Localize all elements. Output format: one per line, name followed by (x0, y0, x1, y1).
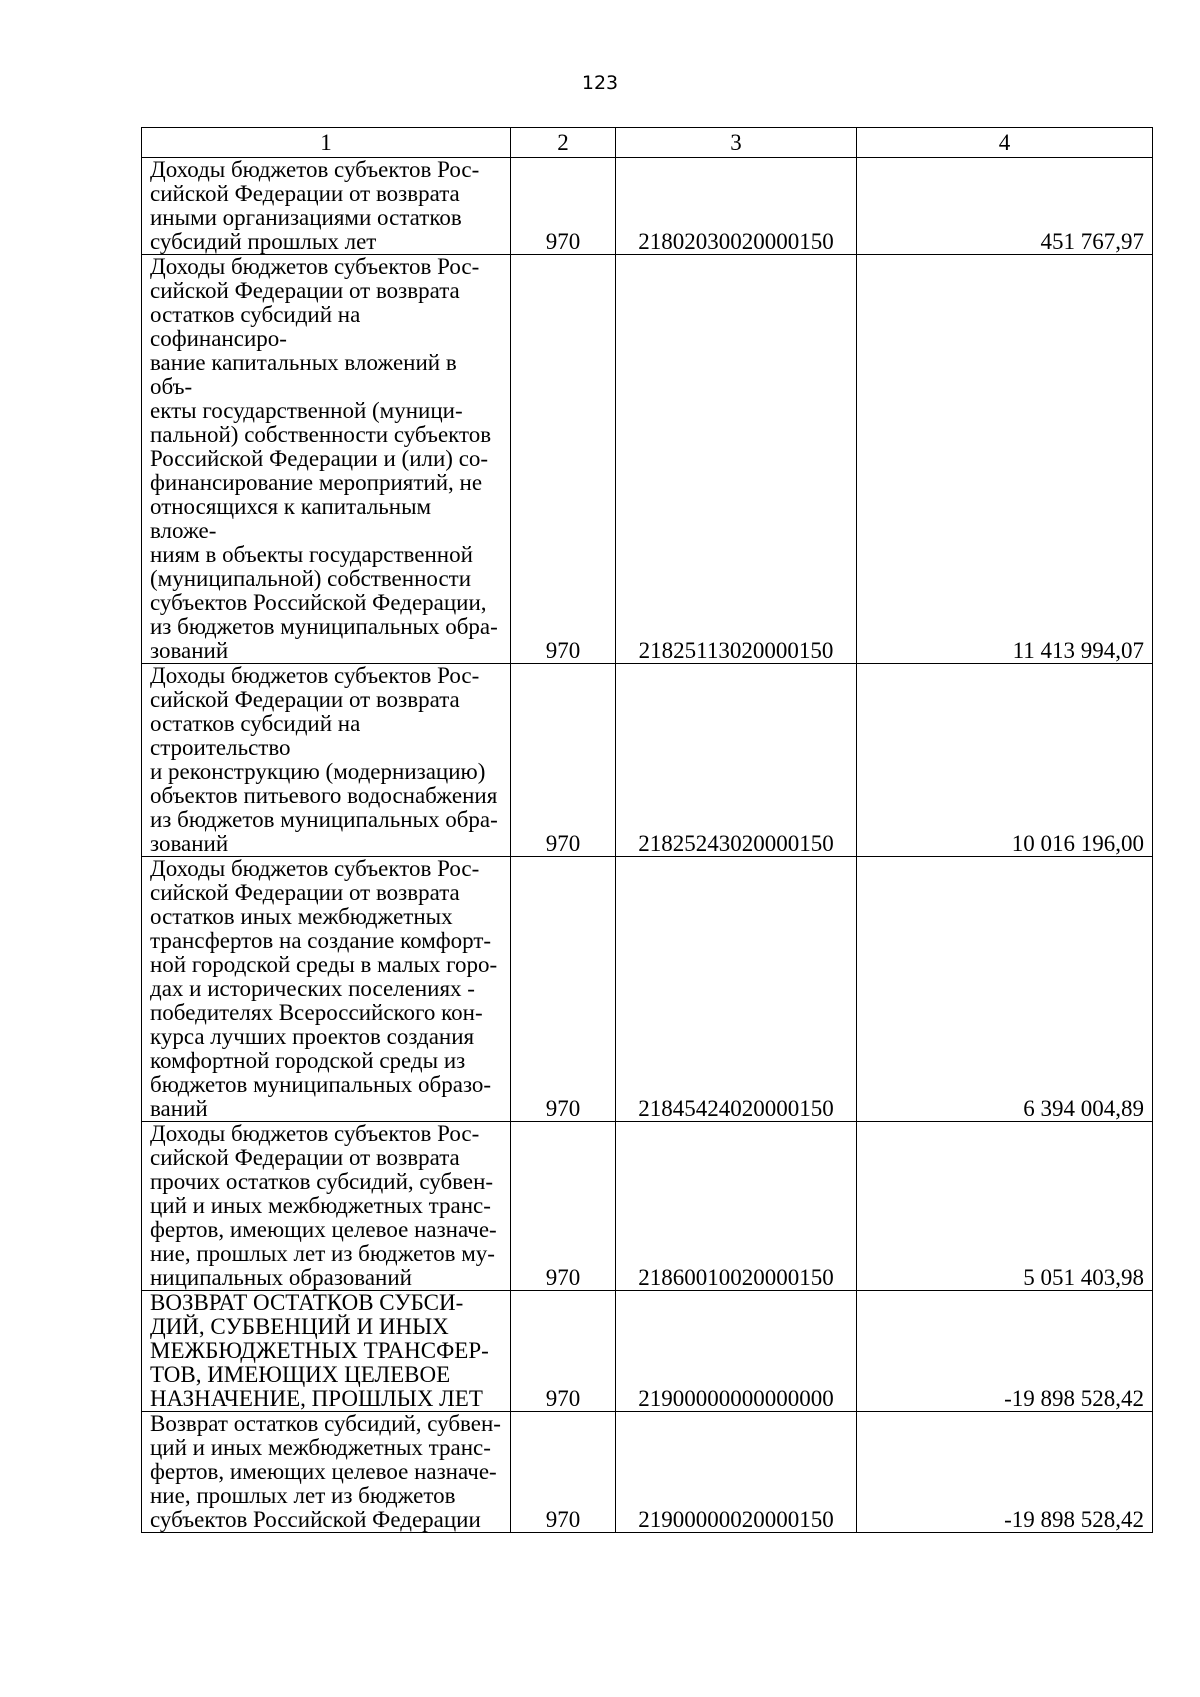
admin-code-cell: 970 (511, 1291, 616, 1412)
classification-code-cell: 21860010020000150 (616, 1122, 857, 1291)
header-row (142, 128, 1153, 158)
income-name-cell (142, 1412, 511, 1533)
table-row (142, 664, 1153, 857)
admin-code-cell: 970 (511, 857, 616, 1122)
income-name-cell (142, 857, 511, 1122)
classification-code-cell: 21900000000000000 (616, 1291, 857, 1412)
table-row (142, 1412, 1153, 1533)
amount-cell: -19 898 528,42 (857, 1291, 1153, 1412)
amount-cell: 6 394 004,89 (857, 857, 1153, 1122)
budget-table (141, 127, 1153, 1533)
table-row (142, 1122, 1153, 1291)
page-number: 123 (581, 72, 619, 94)
column-header-3: 3 (616, 128, 857, 158)
income-name: Доходы бюджетов субъектов Рос- сийской Федерации от возврата остатков субсидий на софинансиро- вание капитальных вложений в объ- екты государственной (муници- пальной) собственности субъектов Российской Федерации и (или) со- финансирование мероприятий, не относящихся к капитальным вложе- ниям в объекты государственной (муниципальной) собственности субъектов Российской Федерации, из бюджетов муниципальных обра- зований (150, 254, 498, 663)
income-name: Возврат остатков субсидий, субвен- ций и иных межбюджетных транс- фертов, имеющих целевое назначе- ние, прошлых лет из бюджетов субъектов Российской Федерации (150, 1411, 501, 1532)
table-row (142, 158, 1153, 255)
column-header-4: 4 (857, 128, 1153, 158)
column-header-2: 2 (511, 128, 616, 158)
column-header-1: 1 (142, 128, 511, 158)
income-name: Доходы бюджетов субъектов Рос- сийской Федерации от возврата иными организациями остатков субсидий прошлых лет (150, 157, 480, 254)
amount-cell: 5 051 403,98 (857, 1122, 1153, 1291)
income-name: Доходы бюджетов субъектов Рос- сийской Федерации от возврата остатков иных межбюджетных трансфертов на создание комфорт- ной городской среды в малых горо- дах и исторических поселениях - победителях Всероссийского кон- курса лучших проектов создания комфортной городской среды из бюджетов муниципальных образо- ваний (150, 856, 498, 1121)
income-name-cell (142, 664, 511, 857)
classification-code-cell: 21845424020000150 (616, 857, 857, 1122)
classification-code-cell: 21802030020000150 (616, 158, 857, 255)
admin-code-cell: 970 (511, 664, 616, 857)
income-name-cell (142, 1291, 511, 1412)
admin-code-cell: 970 (511, 158, 616, 255)
admin-code-cell: 970 (511, 1122, 616, 1291)
income-name: Доходы бюджетов субъектов Рос- сийской Федерации от возврата прочих остатков субсидий, субвен- ций и иных межбюджетных транс- фертов, имеющих целевое назначе- ние, прошлых лет из бюджетов му- ниципальных образований (150, 1121, 497, 1290)
amount-cell: 10 016 196,00 (857, 664, 1153, 857)
table-row (142, 857, 1153, 1122)
table-row (142, 255, 1153, 664)
amount-cell: -19 898 528,42 (857, 1412, 1153, 1533)
income-name: ВОЗВРАТ ОСТАТКОВ СУБСИ- ДИЙ, СУБВЕНЦИЙ И ИНЫХ МЕЖБЮДЖЕТНЫХ ТРАНСФЕР- ТОВ, ИМЕЮЩИХ ЦЕЛЕВОЕ НАЗНАЧЕНИЕ, ПРОШЛЫХ ЛЕТ (150, 1290, 489, 1411)
income-name-cell (142, 255, 511, 664)
admin-code-cell: 970 (511, 255, 616, 664)
classification-code-cell: 21825243020000150 (616, 664, 857, 857)
classification-code-cell: 21825113020000150 (616, 255, 857, 664)
table-row (142, 1291, 1153, 1412)
income-name-cell (142, 1122, 511, 1291)
income-name-cell (142, 158, 511, 255)
amount-cell: 11 413 994,07 (857, 255, 1153, 664)
classification-code-cell: 21900000020000150 (616, 1412, 857, 1533)
amount-cell: 451 767,97 (857, 158, 1153, 255)
income-name: Доходы бюджетов субъектов Рос- сийской Федерации от возврата остатков субсидий на строительство и реконструкцию (модернизацию) объектов питьевого водоснабжения из бюджетов муниципальных обра- зований (150, 663, 498, 856)
admin-code-cell: 970 (511, 1412, 616, 1533)
